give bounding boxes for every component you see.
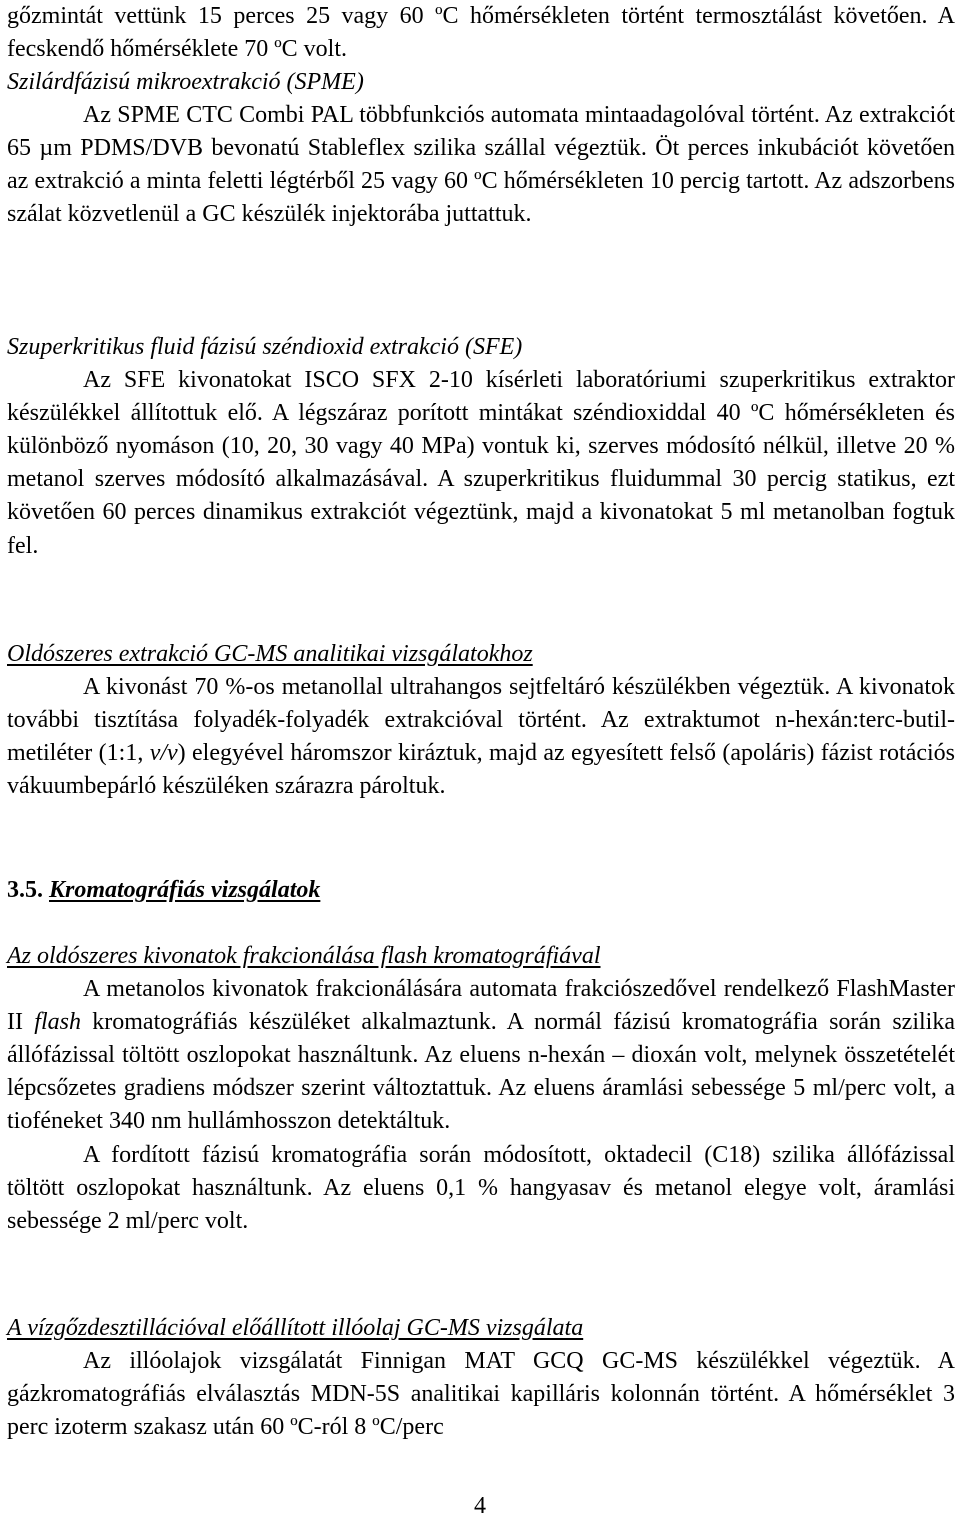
- oil-section: [7, 1312, 955, 1444]
- gcms-prep-text: [7, 671, 955, 803]
- spme-section: [7, 66, 955, 231]
- gcms-prep-heading: Oldószeres extrakció GC-MS analitikai vizsgálatokhoz: [7, 641, 533, 667]
- intro-paragraph: [7, 0, 955, 66]
- section-title: Kromatográfiás vizsgálatok: [49, 877, 321, 903]
- oil-text: Az illóolajok vizsgálatát Finnigan MAT GCQ GC-MS készülékkel végeztük. A gázkromatográfiás elválasztás MDN-5S analitikai kapilláris kolonnán történt. A hőmérséklet 3 perc izoterm szakasz után 60 ºC-ról 8 ºC/perc: [7, 1348, 955, 1441]
- flash-heading: Az oldószeres kivonatok frakcionálása flash kromatográfiával: [7, 943, 601, 969]
- gcms-prep-section: [7, 638, 955, 803]
- gcms-prep-text-b: ) elegyével háromszor kiráztuk, majd az egyesített felső (apoláris) fázist rotációs vákuumbepárló készüléken szárazra pároltuk.: [7, 740, 956, 800]
- sfe-heading: Szuperkritikus fluid fázisú széndioxid extrakció (SFE): [7, 334, 523, 360]
- page-number: 4: [474, 1493, 486, 1519]
- section-number: 3.5.: [7, 877, 43, 903]
- flash-p1-a: A metanolos kivonatok frakcionálására automata frakciószedővel rendelkező FlashMaster II: [7, 976, 955, 1036]
- spme-text: Az SPME CTC Combi PAL többfunkciós automata mintaadagolóval történt. Az extrakciót 65 µm PDMS/DVB bevonatú Stableflex szilika szállal végeztük. Öt perces inkubációt követően az extrakció a minta feletti légtérből 25 vagy 60 ºC hőmérsékleten 10 percig tartott. Az adszorbens szálat közvetlenül a GC készülék injektorába juttattuk.: [7, 102, 955, 228]
- gcms-prep-text-a: A kivonást 70 %-os metanollal ultrahangos sejtfeltáró készülékben végeztük. A kivonatok további tisztítása folyadék-folyadék extrakcióval történt. Az extraktumot n-hexán:terc-butil-metiléter (1:1,: [7, 674, 955, 767]
- gcms-prep-text-italic: v/v: [149, 740, 178, 767]
- flash-p1-italic: flash: [34, 1009, 81, 1036]
- sfe-section: [7, 331, 955, 563]
- sfe-text: Az SFE kivonatokat ISCO SFX 2-10 kísérleti laboratóriumi szuperkritikus extraktor készülékkel állítottuk elő. A légszáraz porított mintákat széndioxiddal 40 ºC hőmérsékleten és különböző nyomáson (10, 20, 30 vagy 40 MPa) vontuk ki, szerves módosító nélkül, illetve 20 % metanol szerves módosító alkalmazásával. A szuperkritikus fluidummal 30 percig statikus, ezt követően 60 perces dinamikus extrakciót végeztünk, majd a kivonatokat 5 ml metanolban fogtuk fel.: [7, 367, 955, 559]
- section-heading: [7, 874, 955, 907]
- flash-paragraph-1: [7, 973, 955, 1138]
- flash-p1-b: kromatográfiás készüléket alkalmaztunk. A normál fázisú kromatográfia során szilika állófázissal töltött oszlopokat használtunk. Az eluens n-hexán – dioxán volt, melynek összetételét lépcsőzetes gradiens módszer szerint változtattuk. Az eluens áramlási sebessége 5 ml/perc volt, a tioféneket 340 nm hullámhosszon detektáltuk.: [7, 1009, 955, 1135]
- oil-heading: A vízgőzdesztillációval előállított illóolaj GC-MS vizsgálata: [7, 1315, 584, 1341]
- intro-text: gőzmintát vettünk 15 perces 25 vagy 60 ºC hőmérsékleten történt termosztálást követően. A fecskendő hőmérséklete 70 ºC volt.: [7, 3, 955, 63]
- flash-section: [7, 940, 955, 1238]
- flash-paragraph-2: A fordított fázisú kromatográfia során módosított, oktadecil (C18) szilika állófázissal töltött oszlopokat használtunk. Az eluens 0,1 % hangyasav és metanol elegye volt, áramlási sebessége 2 ml/perc volt.: [7, 1141, 955, 1234]
- spme-heading: Szilárdfázisú mikroextrakció (SPME): [7, 69, 364, 95]
